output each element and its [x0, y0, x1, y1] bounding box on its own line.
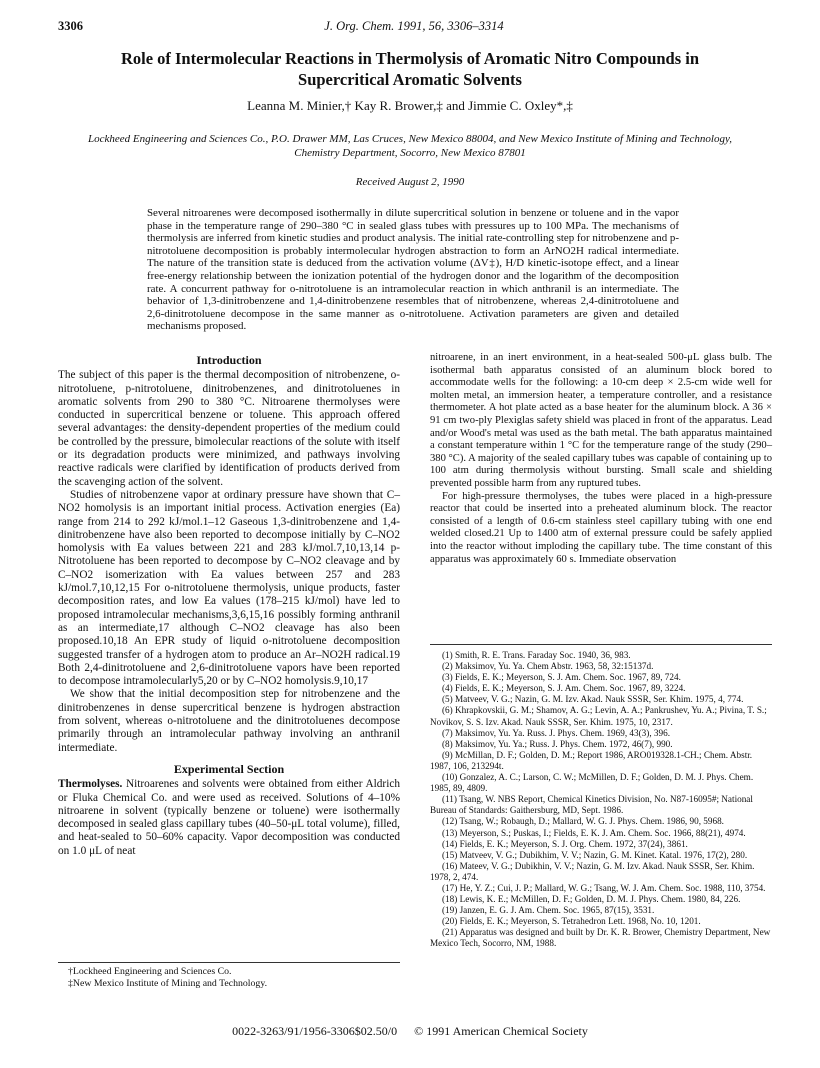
reference-item: (10) Gonzalez, A. C.; Larson, C. W.; McMillen, D. F.; Golden, D. M. J. Phys. Chem. 1985, 89, 4809.: [430, 772, 754, 794]
reference-item: (15) Matveev, V. G.; Dubikhim, V. V.; Nazin, G. M. Kinet. Katal. 1976, 17(2), 280.: [442, 849, 748, 860]
left-column: [58, 352, 400, 858]
reference-item: (19) Janzen, E. G. J. Am. Chem. Soc. 1965, 87(15), 3531.: [442, 905, 655, 916]
running-head: [58, 18, 770, 34]
reference-item: (6) Khrapkovskii, G. M.; Shamov, A. G.; Levin, A. A.; Pankrushev, Yu. A.; Pivina, T. S.; Novikov, S. S. Izv. Akad. Nauk SSSR, Ser. Khim. 1975, 10, 2317.: [430, 705, 767, 727]
experimental-heading: Experimental Section: [173, 761, 285, 776]
intro-paragraph-1: The subject of this paper is the thermal decomposition of nitrobenzene, o-nitrotoluene, p-nitrotoluene, dinitrobenzenes, and dinitrotoluenes in aromatic solvents from 290 to 380 °C. Nitroarene thermolyses were conducted in supercritical benzene or toluene. This approach offered several advantages: the density-dependent properties of the medium could be controlled by the pressure, bimolecular reactions of the solute with itself or its degradation products were minimized, and pathways involving reactive radicals were clarified by identification of products derived from the scavenging action of the solvent.: [58, 369, 400, 488]
experimental-paragraph-1: [58, 778, 400, 858]
article-code: 0022-3263/91/1956-3306$02.50/0: [232, 1024, 398, 1038]
reference-item: (9) McMillan, D. F.; Golden, D. M.; Report 1986, ARO019328.1-CH.; Chem. Abstr. 1987, 106, 213294t.: [430, 749, 753, 771]
reference-item: (3) Fields, E. K.; Meyerson, S. J. Am. Chem. Soc. 1967, 89, 724.: [442, 672, 681, 683]
affiliation: Lockheed Engineering and Sciences Co., P.O. Drawer MM, Las Cruces, New Mexico 88004, and New Mexico Institute of Mining and Technology, Chemistry Department, Socorro, New Mexico 87801: [87, 133, 732, 159]
introduction-heading: Introduction: [196, 353, 262, 367]
experimental-paragraph-continued: nitroarene, in an inert environment, in a heat-sealed 500-μL glass bulb. The isothermal bath apparatus consisted of an aluminum block bored to accommodate wells for the following: a 10-cm deep × 2.5-cm wide well for molten metal, an immersion heater, a temperature controller, and a resistance thermometer. A hot plate acted as a base heater for the aluminum block. A 36 × 91 cm two-ply Plexiglas safety shield was placed in front of the apparatus. Lead and/or Wood's metal was used as the bath metal. The bath apparatus maintained a constant temperature within 1 °C for the temperature range of the study (290–380 °C). A majority of the sealed capillary tubes was capable of containing up to 100 atm during thermolysis without bursting. Small scale and shielding prevented possible harm from any ruptured tubes.: [430, 352, 772, 489]
page-number: 3306: [58, 19, 83, 33]
reference-item: (21) Apparatus was designed and built by Dr. K. R. Brower, Chemistry Department, New Mexico Tech, Socorro, NM, 1988.: [430, 927, 771, 949]
reference-item: (12) Tsang, W.; Robaugh, D.; Mallard, W. G. J. Phys. Chem. 1986, 90, 5968.: [442, 816, 724, 827]
experimental-paragraph-high-pressure: For high-pressure thermolyses, the tubes were placed in a high-pressure reactor that could be inserted into a preheated aluminum block. The reactor consisted of a length of 0.6-cm stainless steel capillary tubing with one end welded closed.21 Up to 1400 atm of external pressure could be safely applied into the reactor without imploding the capillary tube. The time constant of this apparatus was approximately 60 s. Immediate observation: [430, 490, 772, 565]
reference-item: (17) He, Y. Z.; Cui, J. P.; Mallard, W. G.; Tsang, W. J. Am. Chem. Soc. 1988, 110, 3754.: [442, 882, 766, 893]
reference-item: (20) Fields, E. K.; Meyerson, S. Tetrahedron Lett. 1968, No. 10, 1201.: [442, 916, 701, 927]
copyright-line: © 1991 American Chemical Society: [414, 1024, 588, 1038]
right-column: [430, 352, 772, 566]
author-list: Leanna M. Minier,† Kay R. Brower,‡ and Jimmie C. Oxley*,‡: [247, 98, 573, 113]
reference-item: (8) Maksimov, Yu. Ya.; Russ. J. Phys. Chem. 1972, 46(7), 990.: [442, 738, 673, 749]
reference-item: (18) Lewis, K. E.; McMillen, D. F.; Golden, D. M. J. Phys. Chem. 1980, 84, 226.: [442, 894, 741, 905]
received-date: Received August 2, 1990: [355, 176, 465, 188]
reference-item: (5) Matveev, V. G.; Nazin, G. M. Izv. Akad. Nauk SSSR, Ser. Khim. 1975, 4, 774.: [442, 694, 744, 705]
page-footer: [0, 1023, 820, 1039]
article-title: Role of Intermolecular Reactions in Thermolysis of Aromatic Nitro Compounds in Supercritical Aromatic Solvents: [120, 49, 700, 89]
intro-paragraph-2: Studies of nitrobenzene vapor at ordinary pressure have shown that C–NO2 homolysis is an important initial process. Activation energies (Ea) range from 214 to 292 kJ/mol.1–12 Gaseous 1,3-dinitrobenzene and 1,4-dinitrobenzene have also been reported to decompose initially by C–NO2 homolysis with Ea values between 221 and 283 kJ/mol.7,10,13,14 p-Nitrotoluene has been reported to decompose by C–NO2 cleavage and by C–NO2 isomerization with Ea values between 257 and 283 kJ/mol.7,10,12,15 For o-nitrotoluene thermolysis, unique products, faster decomposition rates, and low Ea values (178–215 kJ/mol) have led to proposed intramolecular mechanisms,3,6,15,16 possibly forming anthranil as an intermediate,17 although C–NO2 cleavage has also been proposed.10,18 An EPR study of liquid o-nitrotoluene decomposition suggested transfer of a hydrogen atom to produce an Ar–NO2H radical.19 Both 2,4-dinitrotoluene and 2,6-dinitrotoluene vapors have been reported to decompose intramolecularly5,20 or by C–NO2 homolysis.9,10,17: [58, 488, 400, 688]
journal-citation: J. Org. Chem. 1991, 56, 3306–3314: [324, 19, 504, 33]
reference-item: (14) Fields, E. K.; Meyerson, S. J. Org. Chem. 1972, 37(24), 3861.: [442, 838, 688, 849]
reference-item: (2) Maksimov, Yu. Ya. Chem Abstr. 1963, 58, 32:15137d.: [442, 661, 654, 672]
reference-item: (1) Smith, R. E. Trans. Faraday Soc. 1940, 36, 983.: [442, 650, 631, 660]
footnote-nmt: ‡New Mexico Institute of Mining and Technology.: [68, 978, 268, 989]
thermolyses-label: Thermolyses.: [58, 778, 123, 791]
abstract: Several nitroarenes were decomposed isothermally in dilute supercritical solution in benzene or toluene and in the vapor phase in the temperature range of 290–380 °C in sealed glass tubes with pressures up to 100 MPa. The mechanisms of thermolysis are inferred from kinetic studies and product analysis. The initial rate-controlling step for nitrobenzene and p-nitrotoluene decomposition is probably intermolecular hydrogen abstraction to form an ArNO2H radical intermediate. The nature of the transition state is deduced from the activation volume (ΔV‡), H/D kinetic-isotope effect, and a linear free-energy relationship between the ionization potential of the hydrogen donor and the logarithm of the decomposition rate. A concurrent pathway for o-nitrotoluene is an intramolecular reaction in which anthranil is an intermediate. The behavior of 1,3-dinitrobenzene and 1,4-dinitrobenzene resembles that of nitrobenzene, whereas 2,4-dinitrotoluene and 2,6-dinitrotoluene decompose in the same manner as o-nitrotoluene. Activation parameters are given and detailed mechanisms proposed.: [147, 207, 679, 333]
reference-item: (7) Maksimov, Yu. Ya. Russ. J. Phys. Chem. 1969, 43(3), 396.: [442, 727, 670, 738]
intro-paragraph-3: We show that the initial decomposition step for nitrobenzene and the dinitrobenzenes in dense supercritical benzene is hydrogen abstraction from solvent, whereas o-nitrotoluene and the dinitrotoluenes decompose primarily through an intramolecular pathway involving an anthranil intermediate.: [58, 688, 400, 754]
experimental-text-left: Nitroarenes and solvents were obtained from either Aldrich or Fluka Chemical Co. and were used as received. Solutions of 4–10% nitroarene in solvent (typically benzene or toluene) were isothermally decomposed in sealed glass capillary tubes (40–50-μL total volume), filled, and heat-sealed to 50–60% capacity. Vapor decomposition was conducted on 1.0 μL of neat: [58, 778, 400, 857]
affiliation-footnotes: [58, 962, 400, 990]
reference-item: (16) Mateev, V. G.; Dubikhin, V. V.; Nazin, G. M. Izv. Akad. Nauk SSSR, Ser. Khim. 1978, 2, 474.: [430, 860, 755, 882]
reference-item: (13) Meyerson, S.; Puskas, I.; Fields, E. K. J. Am. Chem. Soc. 1966, 88(21), 4974.: [442, 827, 746, 838]
reference-list: [430, 644, 772, 950]
reference-item: (4) Fields, E. K.; Meyerson, S. J. Am. Chem. Soc. 1967, 89, 3224.: [442, 683, 686, 694]
reference-item: (11) Tsang, W. NBS Report, Chemical Kinetics Division, No. N87-16095#; National Bureau of Standards: Gaithersburg, MD, Sept. 1986.: [430, 794, 753, 816]
footnote-lockheed: †Lockheed Engineering and Sciences Co.: [68, 966, 232, 977]
